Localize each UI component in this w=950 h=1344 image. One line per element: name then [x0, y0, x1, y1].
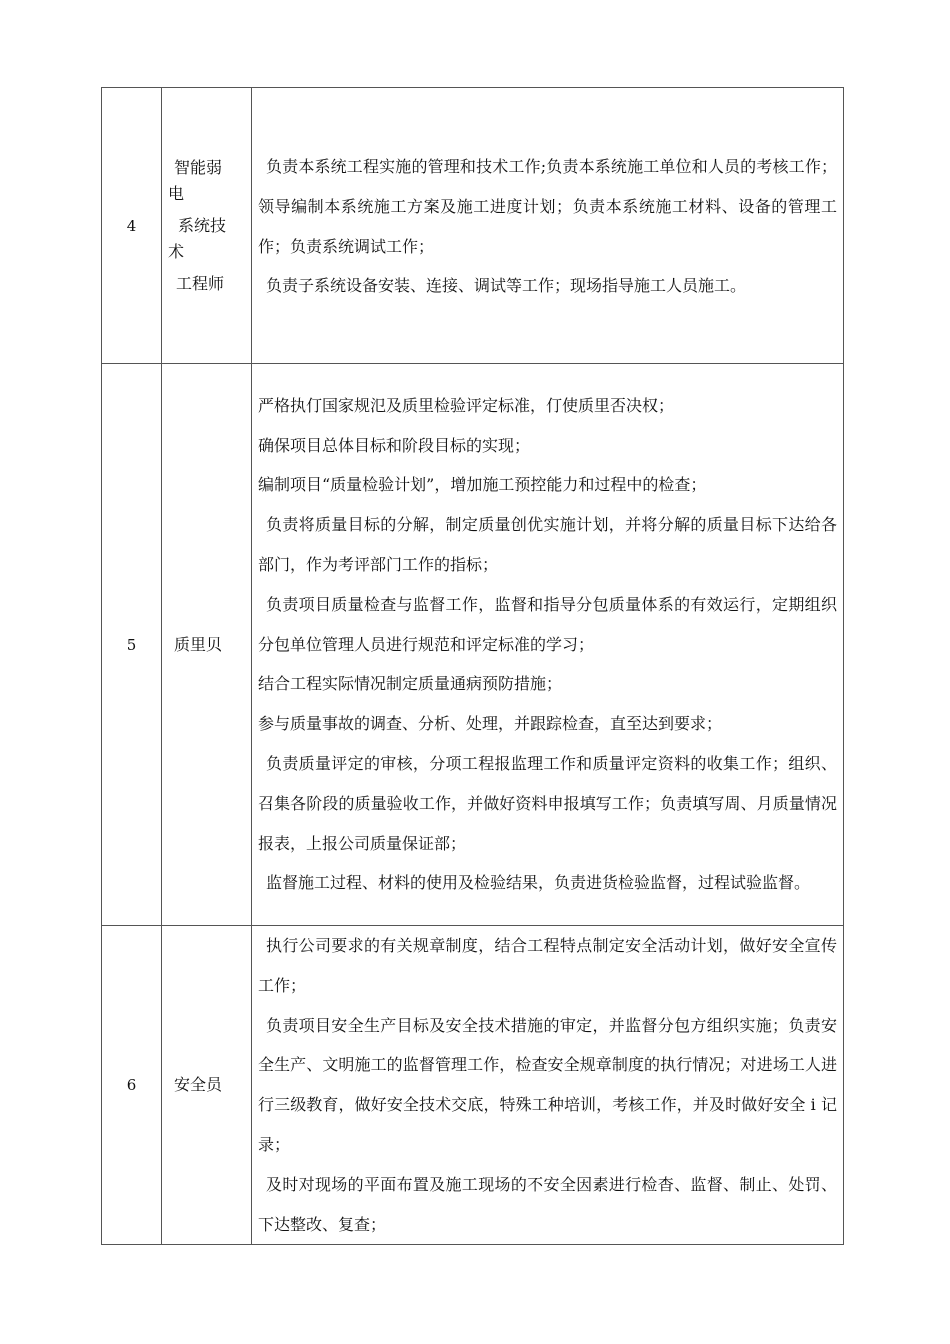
role-line: 术 [168, 241, 185, 261]
role-line: 电 [168, 183, 185, 203]
duty-paragraph: 监督施工过程、材料的使用及检验结果，负责进货检验监督，过程试验监督。 [266, 873, 811, 893]
row-number: 6 [102, 926, 162, 1245]
table-row [102, 364, 844, 926]
role-line: 工程师 [176, 273, 225, 293]
duty-paragraph: 参与质量事故的调查、分析、处理，并跟踪检查，直至达到要求； [258, 714, 723, 734]
duty-paragraph: 负责子系统设备安装、连接、调试等工作；现场指导施工人员施工。 [266, 276, 747, 296]
duty-paragraph: 负责项目安全生产目标及安全技术措施的审定，并监督分包方组织实施；负责安全生产、文明施工的监督管理工作，检查安全规章制度的执行情况；对进场工人进行三级教育，做好安全技术交底，特殊工种培训，考核工作，并及时做好安全 i 记录； [258, 1015, 837, 1154]
duty-paragraph: 及时对现场的平面布置及施工现场的不安全因素进行检杳、监督、制止、处罚、下达整改、复查； [258, 1174, 837, 1234]
duty-paragraph: 执行公司要求的有关规章制度，结合工程特点制定安全活动计划，做好安全宣传工作； [258, 936, 837, 995]
duty-table [101, 87, 844, 1245]
role-label: 质里贝 [174, 634, 223, 654]
duty-paragraph: 严格执仃国家规氾及质里检验评定标准，仃使质里否决权； [258, 395, 675, 415]
role-cell [162, 926, 252, 1245]
duty-paragraph: 负责质量评定的审核，分项工程报监理工作和质量评定资料的收集工作；组织、召集各阶段的质量验收工作，并做好资料申报填写工作；负责填写周、月质量情况报表，上报公司质量保证部； [258, 753, 837, 853]
table-row [102, 926, 844, 1245]
duty-paragraph: 负责本系统工程实施的管理和技术工作;负责本系统施工单位和人员的考核工作；领导编制本系统施工方案及施工进度计划；负责本系统施工材料、设备的管理工作；负责系统调试工作； [258, 156, 837, 256]
duty-description [252, 926, 844, 1245]
table-row [102, 88, 844, 364]
duty-paragraph: 负责将质量目标的分解，制定质量创优实施计划，并将分解的质量目标下达给各部门，作为考评部门工作的指标； [258, 515, 837, 574]
role-cell [162, 88, 252, 364]
duty-paragraph: 负责项目质量检查与监督工作，监督和指导分包质量体系的有效运行，定期组织分包单位管理人员进行规范和评定标准的学习； [258, 594, 837, 654]
row-number: 5 [102, 364, 162, 926]
role-cell [162, 364, 252, 926]
duty-paragraph: 编制项目“质量检验计划”，增加施工预控能力和过程中的检查； [258, 475, 707, 495]
duty-description [252, 88, 844, 364]
role-line: 系统技 [178, 215, 227, 235]
role-line: 智能弱 [174, 157, 223, 177]
duty-description [252, 364, 844, 926]
duty-paragraph: 结合工程实际情况制定质量通病预防措施； [258, 674, 563, 694]
role-label: 安全员 [174, 1075, 223, 1095]
row-number: 4 [102, 88, 162, 364]
duty-paragraph: 确保项目总体目标和阶段目标的实现； [258, 435, 531, 455]
